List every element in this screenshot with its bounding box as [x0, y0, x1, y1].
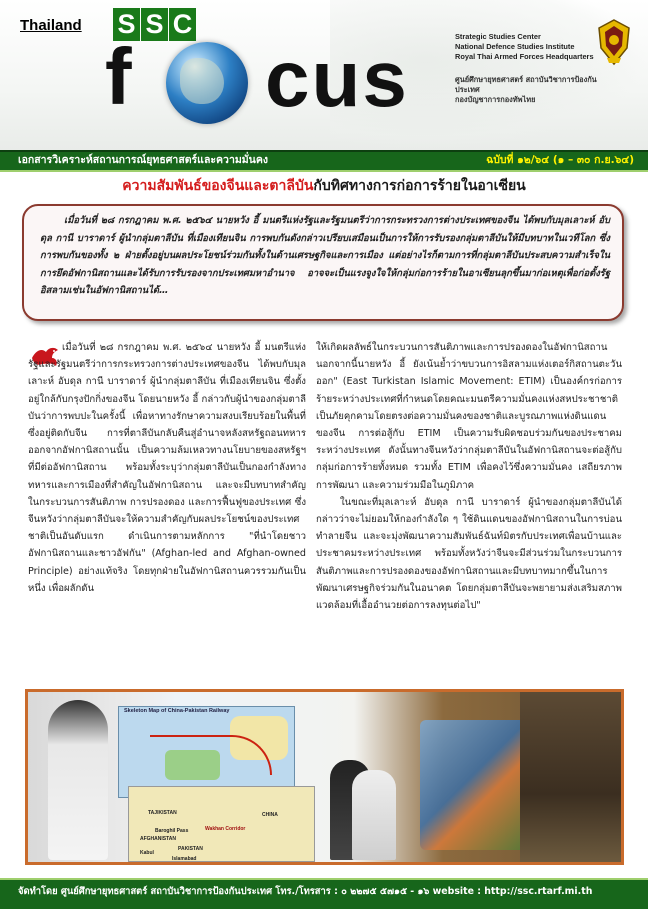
banner-subtitle: เอกสารวิเคราะห์สถานการณ์ยุทธศาสตร์และความมั่นคง	[18, 154, 269, 166]
focus-logo-f: f	[105, 32, 132, 121]
taliban-delegate-photo	[352, 770, 396, 860]
article-title-black: กับทิศทางการก่อการร้ายในอาเซียน	[313, 178, 526, 194]
footer-contact: จัดทำโดย ศูนย์ศึกษายุทธศาสตร์ สถาบันวิชาการป้องกันประเทศ โทร./โทรสาร : ๐ ๒๒๗๕ ๕๗๑๕ - ๑๖ website : http://ssc.rtarf.mi.th	[18, 886, 593, 897]
wakhan-corridor-map-image	[128, 786, 315, 862]
focus-logo-cus: cus	[265, 34, 409, 123]
map-label: Islamabad	[172, 856, 197, 862]
logo-letter-s1: S	[113, 8, 140, 41]
logo-letter-s2: S	[141, 8, 168, 41]
railway-map-title: Skeleton Map of China-Pakistan Railway	[124, 708, 230, 714]
armed-militants-photo	[520, 692, 621, 862]
southeast-asia-map-image	[420, 720, 530, 850]
country-label: Thailand	[20, 17, 82, 34]
railway-route-line	[150, 735, 272, 775]
body-paragraph: ให้เกิดผลลัพธ์ในกระบวนการสันติภาพและการปรองดองในอัฟกานิสถาน นอกจากนี้นายหวัง อี้ ยังเน้นย้ำว่าขบวนการอิสลามแห่งเตอร์กิสถานตะวันออก" (East Turkistan Islamic Movement: ETIM) เป็นองค์กรก่อการร้ายระหว่างประเทศที่กำหนดโดยคณะมนตรีความมั่นคงแห่งสหประชาชาติ เป็นภัยคุกคามโดยตรงต่อความมั่นคงของชาติและบูรณภาพแห่งดินแดนของจีน การต่อสู้กับ ETIM เป็นความรับผิดชอบร่วมกันของประชาคมระหว่างประเทศ ดังนั้นทางจีนหวังว่ากลุ่มตาลีบันในอัฟกานิสถานจะต่อสู้กับกลุ่มก่อการร้ายทั้งหมด รวมทั้ง ETIM เพื่อคงไว้ซึ่งความมั่นคง เสถียรภาพ การพัฒนา และความร่วมมือในภูมิภาค	[316, 342, 622, 491]
institution-names-th	[455, 75, 615, 105]
map-label: Wakhan Corridor	[205, 826, 246, 832]
institution-names-en	[455, 32, 600, 62]
map-label: Kabul	[140, 850, 154, 856]
body-column-right	[316, 339, 622, 614]
article-title-red: ความสัมพันธ์ของจีนและตาลีบัน	[122, 178, 314, 194]
armed-forces-emblem-icon	[595, 18, 633, 66]
map-label: CHINA	[262, 812, 278, 818]
institution-line-th: ศูนย์ศึกษายุทธศาสตร์ สถาบันวิชาการป้องกันประเทศ	[455, 75, 597, 94]
abstract-text: เมื่อวันที่ ๒๘ กรกฎาคม พ.ศ. ๒๕๖๔ นายหวัง อี้ มนตรีแห่งรัฐและรัฐมนตรีว่าการกระทรวงการต่างประเทศของจีน ได้พบกับมุลเลาะห์ อับดุล กานี บาราดาร์ ผู้นำกลุ่มตาลีบัน ที่เมืองเทียนจิน การพบกันดังกล่าวเปรียบเสมือนเป็นการให้การรับรองกลุ่มตาลีบันให้มีบทบาทในเวทีโลก ซึ่งการพบกันของทั้ง ๒ ฝ่ายตั้งอยู่บนผลประโยชน์ร่วมกันทั้งในด้านเศรษฐกิจและการเมือง แต่อย่างไรก็ตามการที่กลุ่มตาลีบันประสบความสำเร็จในการยึดอัฟกานิสถานและได้รับการรับรองจากประเทศมหาอำนาจ อาจจะเป็นแรงจูงใจให้กลุ่มก่อการร้ายในอาเซียนลุกขึ้นมาก่อเหตุเพื่อก่อตั้งรัฐอิสลามเช่นในอัฟกานิสถานได้…	[40, 215, 610, 297]
issue-number: ฉบับที่ ๑๒/๖๔ (๑ – ๓๐ ก.ย.๖๔)	[486, 154, 634, 166]
body-paragraph: ในขณะที่มุลเลาะห์ อับดุล กานี บาราดาร์ ผู้นำของกลุ่มตาลีบันได้กล่าวว่าจะไม่ยอมให้กองกำลังใด ๆ ใช้ดินแดนของอัฟกานิสถานในการบ่อนทำลายจีน และจะมุ่งพัฒนาความสัมพันธ์ฉันท์มิตรกับประเทศเพื่อนบ้านและประชาคมระหว่างประเทศ พร้อมทั้งหวังว่าจีนจะมีส่วนร่วมในกระบวนการสันติภาพและการปรองดองของอัฟกานิสถานและมีบทบาทมากขึ้นในการพัฒนาเศรษฐกิจร่วมกันในอนาคต โดยกลุ่มตาลีบันจะพยายามส่งเสริมสภาพแวดล้อมที่เอื้ออำนวยต่อการลงทุนต่อไป"	[316, 496, 622, 612]
body-paragraph: เมื่อวันที่ ๒๘ กรกฎาคม พ.ศ. ๒๕๖๔ นายหวัง อี้ มนตรีแห่งรัฐและรัฐมนตรีว่าการกระทรวงการต่างประเทศของจีน ได้พบกับมุลเลาะห์ อับดุล กานี บาราดาร์ ผู้นำกลุ่มตาลีบัน ที่เมืองเทียนจิน ซึ่งตั้งอยู่ใกล้กับกรุงปักกิ่งของจีน โดยนายหวัง อี้ กล่าวกับผู้นำของกลุ่มตาลีบันว่าการพบปะในครั้งนี้ เพื่อหาทางรักษาความสงบเรียบร้อยในพื้นที่ซึ่งอยู่ติดกับจีน การที่ตาลีบันกลับคืนสู่อำนาจหลังสหรัฐถอนทหารออกจากอัฟกานิสถานนั้น เป็นความล้มเหลวทางนโยบายของสหรัฐฯ ที่มีต่ออัฟกานิสถาน พร้อมทั้งระบุว่ากลุ่มตาลีบันเป็นกองกำลังทางทหารและการเมืองที่สำคัญในอัฟกานิสถาน และจะมีบทบาทสำคัญในกระบวนการสันติภาพ การปรองดอง และการฟื้นฟูของประเทศ ซึ่งจีนหวังว่ากลุ่มตาลีบันจะให้ความสำคัญกับผลประโยชน์ของประเทศชาติเป็นอันดับแรก ดำเนินการตามหลักการ "ที่นำโดยชาวอัฟกานิสถานและชาวอัฟกัน" (Afghan-led and Afghan-owned Principle) อย่างแท้จริง โดยทุกฝ่ายในอัฟกานิสถานควรรวมกันเป็นหนึ่ง เพื่อผลักดัน	[28, 342, 306, 594]
institution-line: National Defence Studies Institute	[455, 42, 575, 51]
institution-line-th: กองบัญชาการกองทัพไทย	[455, 95, 536, 104]
map-label: PAKISTAN	[178, 846, 203, 852]
map-label: Baroghil Pass	[155, 828, 189, 834]
globe-land-icon	[180, 58, 224, 104]
logo-letter-c: C	[169, 8, 196, 41]
article-title	[0, 175, 648, 197]
map-label: TAJIKISTAN	[148, 810, 177, 816]
taliban-leader-photo	[48, 700, 108, 860]
body-column-left	[28, 339, 306, 597]
institution-line: Royal Thai Armed Forces Headquarters	[455, 52, 594, 61]
map-label: AFGHANISTAN	[140, 836, 177, 842]
institution-line: Strategic Studies Center	[455, 32, 541, 41]
